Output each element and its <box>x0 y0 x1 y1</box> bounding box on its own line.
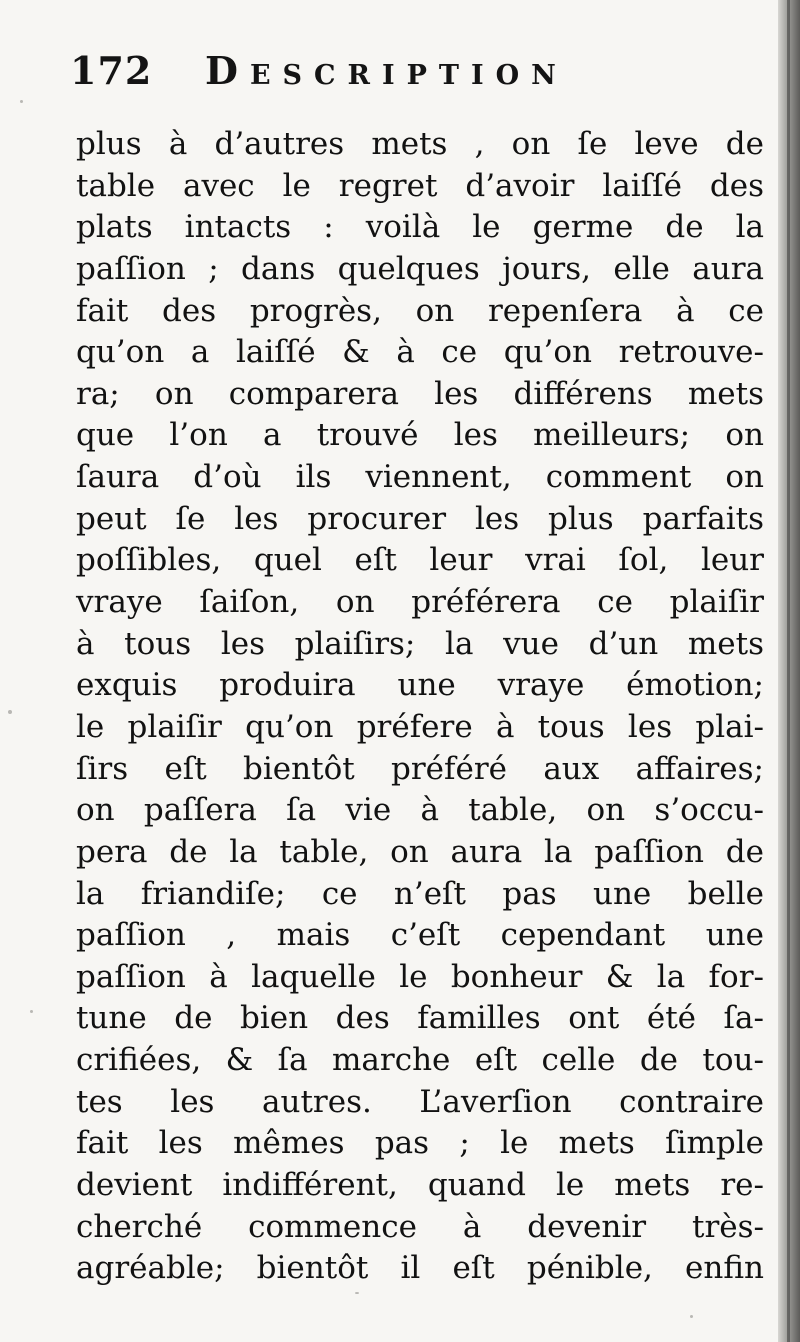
text-line: plus à d’autres mets , on ſe leve de <box>76 126 764 162</box>
text-line: la friandiſe; ce n’eſt pas une belle <box>76 875 764 912</box>
text-line: agréable; bientôt il eſt pénible, enfin <box>76 1250 764 1287</box>
text-line: ſaura d’où ils viennent, comment on <box>76 459 764 496</box>
text-line: paſſion , mais c’eſt cependant une <box>76 917 764 954</box>
text-line: vraye ſaiſon, on préférera ce plaiſir <box>76 584 764 621</box>
scan-speck <box>30 1010 33 1013</box>
scan-speck <box>355 1292 359 1294</box>
text-line: on paſſera ſa vie à table, on s’occu- <box>76 792 764 829</box>
text-line: exquis produira une vraye émotion; <box>76 667 764 704</box>
running-head: Description <box>205 48 568 93</box>
text-line: peut ſe les procurer les plus parfaits <box>76 500 764 537</box>
text-line: paſſion ; dans quelques jours, elle aura <box>76 250 764 287</box>
text-line: ra; on comparera les différens mets <box>76 375 764 412</box>
text-line: paſſion à laquelle le bonheur & la for- <box>76 958 764 995</box>
text-line: à tous les plaiſirs; la vue d’un mets <box>76 625 764 662</box>
text-line: pera de la table, on aura la paſſion de <box>76 833 764 870</box>
scan-speck <box>8 710 12 714</box>
text-line: fait des progrès, on repenſera à ce <box>76 292 764 329</box>
text-line: le plaiſir qu’on préfere à tous les plai- <box>76 708 764 745</box>
text-line: poſſibles, quel eſt leur vrai ſol, leur <box>76 542 764 579</box>
text-line: fait les mêmes pas ; le mets ſimple <box>76 1125 764 1162</box>
scan-speck <box>20 100 23 103</box>
scan-speck <box>690 1315 693 1318</box>
text-line: ſirs eſt bientôt préféré aux affaires; <box>76 750 764 787</box>
text-line: crifiées, & ſa marche eſt celle de tou- <box>76 1042 764 1079</box>
text-line: table avec le regret d’avoir laiſſé des <box>76 167 764 204</box>
text-line: cherché commence à devenir très- <box>76 1208 764 1245</box>
page-number: 172 <box>70 48 153 93</box>
text-line: plats intacts : voilà le germe de la <box>76 209 764 246</box>
text-line: que l’on a trouvé les meilleurs; on <box>76 417 764 454</box>
body-text <box>76 124 764 1290</box>
text-line: tes les autres. L’averſion contraire <box>76 1083 764 1120</box>
text-line: devient indifférent, quand le mets re- <box>76 1167 764 1204</box>
text-line: tune de bien des familles ont été ſa- <box>76 1000 764 1037</box>
text-line: qu’on a laiſſé & à ce qu’on retrouve- <box>76 334 764 371</box>
page-header <box>70 44 710 104</box>
gutter-shadow-line <box>787 0 790 1342</box>
